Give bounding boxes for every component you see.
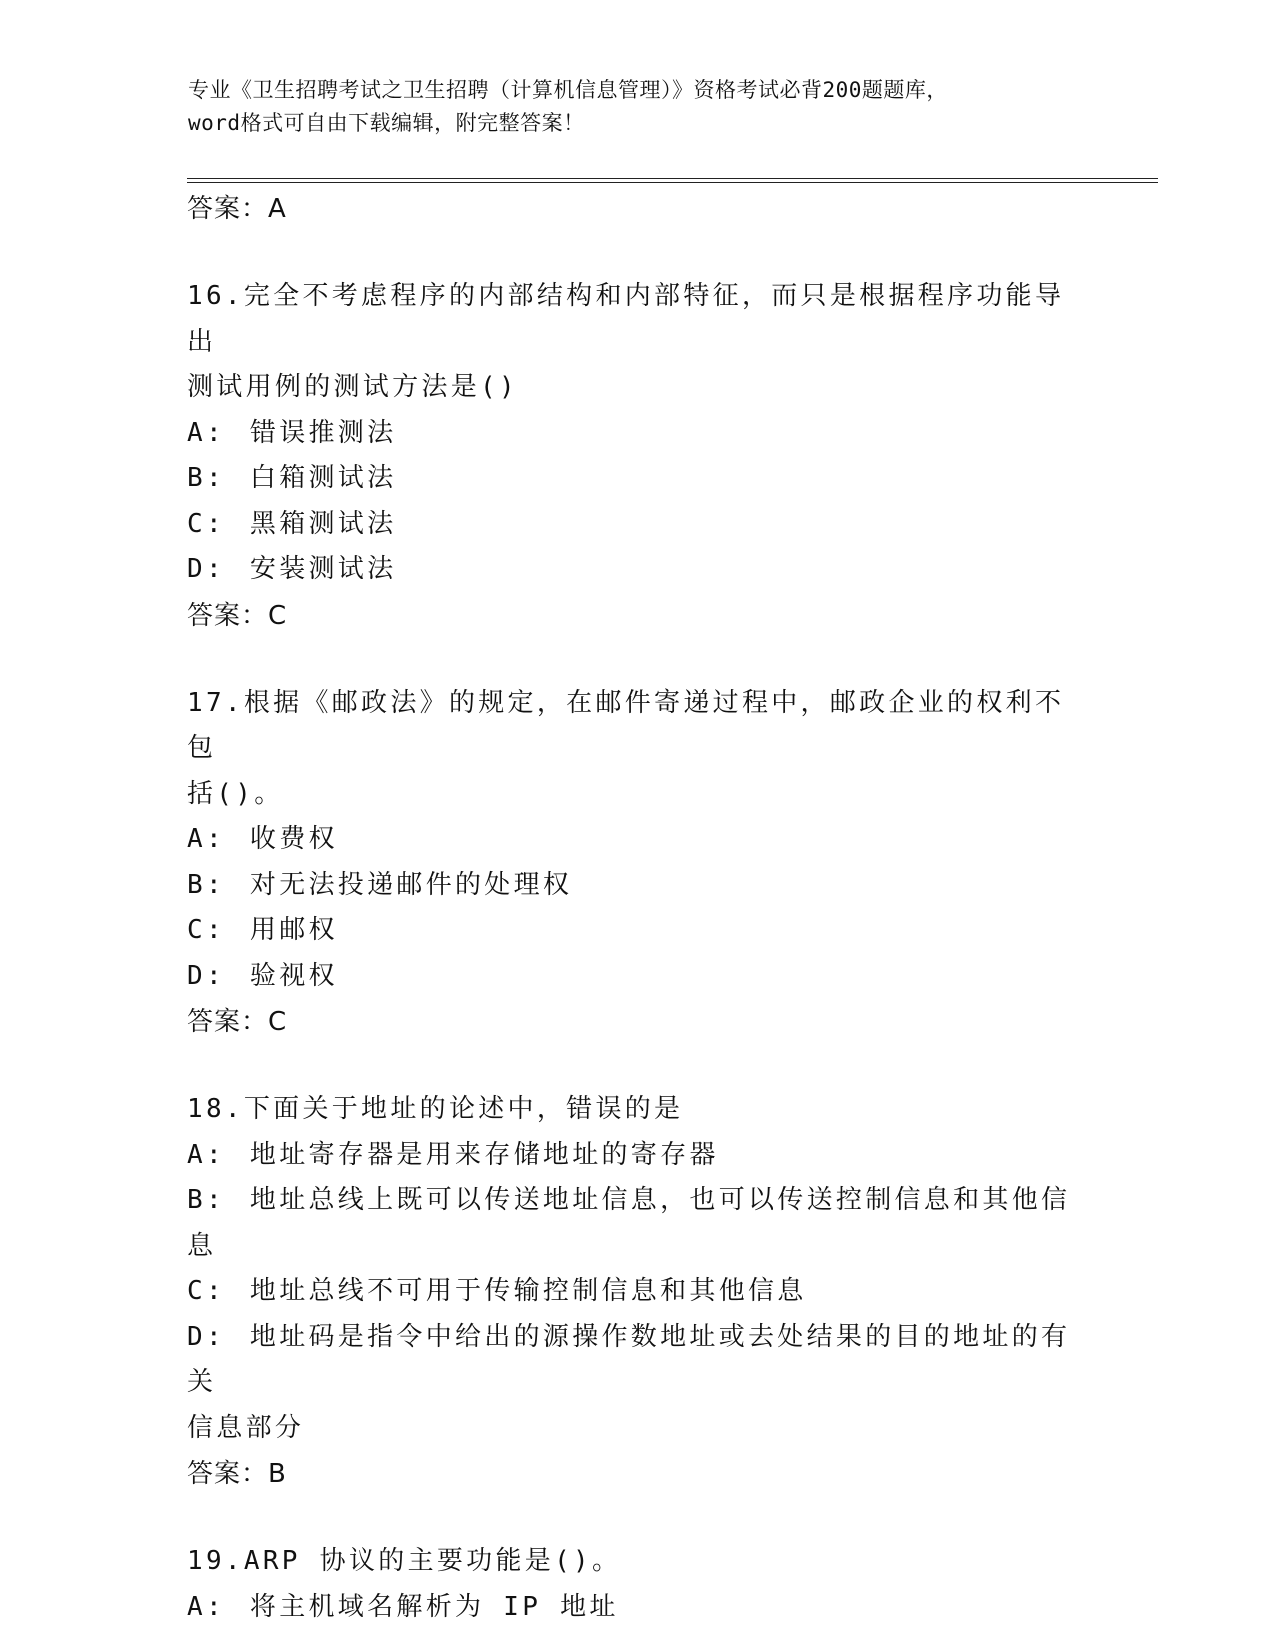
question-19 bbox=[187, 1539, 1087, 1630]
answer-15: 答案：A bbox=[187, 194, 287, 224]
option-b bbox=[187, 863, 1087, 909]
option-letter: D: bbox=[187, 1321, 225, 1352]
question-18 bbox=[187, 1087, 1087, 1497]
option-letter: B: bbox=[187, 463, 225, 493]
option-a bbox=[187, 1585, 1087, 1631]
header-divider-top bbox=[187, 178, 1158, 179]
option-letter: A: bbox=[187, 417, 225, 448]
option-letter: D: bbox=[187, 554, 225, 584]
option-d-continued bbox=[187, 1406, 1087, 1452]
option-a bbox=[187, 817, 1087, 863]
document-header bbox=[188, 74, 1068, 140]
question-text-line: 测试用例的测试方法是() bbox=[187, 372, 518, 402]
option-text: 信息部分 bbox=[187, 1412, 305, 1443]
option-letter: A: bbox=[187, 1591, 225, 1622]
header-line-1: 专业《卫生招聘考试之卫生招聘（计算机信息管理）》资格考试必背200题题库， bbox=[188, 78, 948, 102]
option-text: 地址总线上既可以传送地址信息，也可以传送控制信息和其他信息 bbox=[187, 1185, 1071, 1261]
question-text-line: 19.ARP 协议的主要功能是()。 bbox=[187, 1546, 622, 1576]
option-b bbox=[187, 1178, 1087, 1269]
option-text: 安装测试法 bbox=[249, 554, 397, 584]
header-line-2: word格式可自由下载编辑，附完整答案！ bbox=[188, 111, 585, 135]
question-text-line: 17.根据《邮政法》的规定，在邮件寄递过程中，邮政企业的权利不包 bbox=[187, 687, 1065, 763]
question-text-line: 18.下面关于地址的论述中，错误的是 bbox=[187, 1094, 684, 1124]
answer-17: 答案：C bbox=[187, 1007, 288, 1037]
question-17 bbox=[187, 681, 1087, 1046]
question-list bbox=[187, 186, 1087, 1630]
option-letter: C: bbox=[187, 508, 225, 539]
option-a bbox=[187, 1133, 1087, 1179]
option-d bbox=[187, 547, 1087, 593]
option-text: 将主机域名解析为 IP 地址 bbox=[249, 1591, 619, 1622]
option-text: 验视权 bbox=[249, 960, 338, 991]
option-c bbox=[187, 908, 1087, 954]
option-text: 白箱测试法 bbox=[249, 463, 397, 493]
option-letter: C: bbox=[187, 915, 225, 945]
option-d bbox=[187, 1315, 1087, 1406]
option-d bbox=[187, 954, 1087, 1000]
option-c bbox=[187, 1269, 1087, 1315]
option-letter: D: bbox=[187, 960, 225, 991]
header-divider-bottom bbox=[187, 182, 1158, 183]
question-text-line: 括()。 bbox=[187, 778, 284, 809]
option-letter: A: bbox=[187, 824, 225, 854]
option-text: 用邮权 bbox=[249, 915, 338, 945]
question-text-line: 16.完全不考虑程序的内部结构和内部特征，而只是根据程序功能导出 bbox=[187, 281, 1065, 357]
option-letter: B: bbox=[187, 869, 225, 900]
answer-16: 答案：C bbox=[187, 600, 288, 631]
option-text: 错误推测法 bbox=[249, 417, 397, 448]
option-text: 地址寄存器是用来存储地址的寄存器 bbox=[249, 1139, 719, 1170]
option-text: 收费权 bbox=[249, 824, 338, 854]
option-letter: B: bbox=[187, 1185, 225, 1215]
answer-18: 答案：B bbox=[187, 1459, 287, 1489]
option-text: 地址码是指令中给出的源操作数地址或去处结果的目的地址的有关 bbox=[187, 1321, 1071, 1397]
option-text: 对无法投递邮件的处理权 bbox=[249, 869, 573, 900]
option-text: 地址总线不可用于传输控制信息和其他信息 bbox=[249, 1276, 807, 1306]
option-letter: A: bbox=[187, 1139, 225, 1170]
question-16 bbox=[187, 274, 1087, 639]
option-a bbox=[187, 411, 1087, 457]
option-c bbox=[187, 502, 1087, 548]
option-letter: C: bbox=[187, 1276, 225, 1306]
option-b bbox=[187, 456, 1087, 502]
option-text: 黑箱测试法 bbox=[249, 508, 397, 539]
